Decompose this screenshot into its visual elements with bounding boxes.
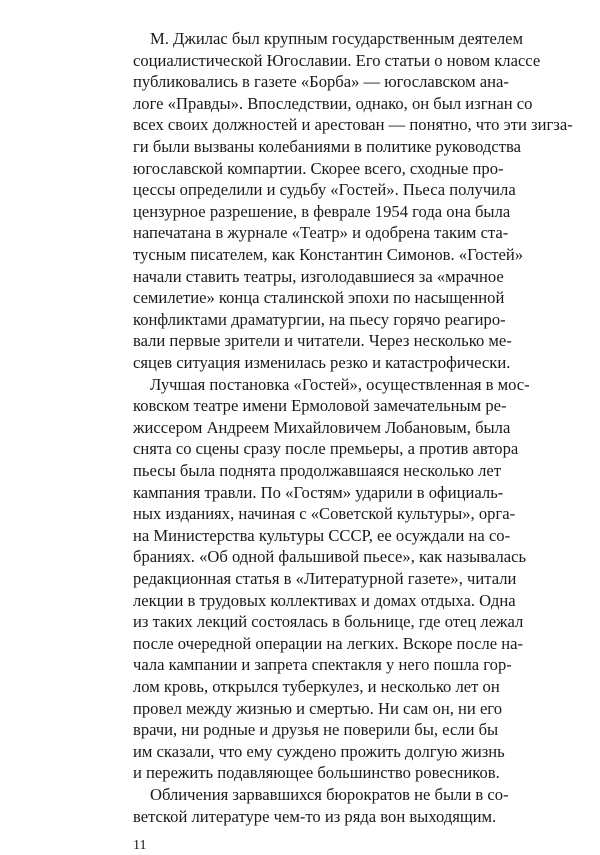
paragraph-1-line-10: напечатана в журнале «Театр» и одобрена таким ста-	[133, 223, 509, 243]
paragraph-3-line-2: ветской литературе чем-то из ряда вон выходящим.	[133, 806, 497, 826]
paragraph-2-line-13: после очередной операции на легких. Вскоре после на-	[133, 633, 524, 653]
paragraph-2-line-4: снята со сцены сразу после премьеры, а против автора	[133, 439, 519, 459]
paragraph-1-line-6: ги были вызваны колебаниями в политике руководства	[133, 137, 521, 156]
paragraph-2-line-17: врачи, ни родные и друзья не поверили бы, если бы	[133, 720, 499, 740]
paragraph-2-line-11: лекции в трудовых коллективах и домах отдыха. Одна	[133, 590, 516, 610]
paragraph-1-line-5: всех своих должностей и арестован — понятно, что эти зигза-	[133, 115, 573, 135]
paragraph-1-line-9: цензурное разрешение, в феврале 1954 года она была	[133, 201, 511, 221]
paragraph-1-line-15: вали первые зрители и читатели. Через несколько ме-	[133, 331, 512, 351]
paragraph-2-line-10: редакционная статья в «Литературной газете», читали	[133, 569, 517, 588]
paragraph-2-line-12: из таких лекций состоялась в больнице, где отец лежал	[133, 612, 524, 632]
paragraph-1-line-1: М. Джилас был крупным государственным деятелем	[150, 29, 523, 48]
paragraph-2-line-19: и пережить подавляющее большинство ровесников.	[133, 763, 500, 783]
paragraph-2-line-15: лом кровь, открылся туберкулез, и несколько лет он	[133, 677, 500, 696]
paragraph-1-line-16: сяцев ситуация изменилась резко и катастрофически.	[133, 353, 511, 372]
paragraph-2-line-9: браниях. «Об одной фальшивой пьесе», как называлась	[133, 547, 527, 567]
paragraph-2-line-2: ковском театре имени Ермоловой замечательным ре-	[133, 396, 507, 416]
paragraph-1-line-8: цессы определили и судьбу «Гостей». Пьеса получила	[133, 180, 516, 200]
paragraph-2-line-3: жиссером Андреем Михайловичем Лобановым, была	[133, 417, 511, 437]
page-number: 11	[133, 838, 147, 854]
paragraph-1-line-2: социалистической Югославии. Его статьи о новом классе	[133, 50, 541, 70]
paragraph-2-line-18: им сказали, что ему суждено прожить долгую жизнь	[133, 741, 505, 761]
paragraph-2-line-14: чала кампании и запрета спектакля у него пошла гор-	[133, 655, 512, 675]
paragraph-1-line-3: публиковались в газете «Борба» — югославском ана-	[133, 72, 509, 92]
paragraph-2-line-6: кампания травли. По «Гостям» ударили в официаль-	[133, 482, 504, 502]
paragraph-3-line-1: Обличения зарвавшихся бюрократов не были в со-	[150, 785, 509, 804]
paragraph-1-line-11: тусным писателем, как Константин Симонов. «Гостей»	[133, 245, 524, 264]
paragraph-1-line-13: семилетие» конца сталинской эпохи по насыщенной	[133, 288, 505, 308]
paragraph-1-line-4: логе «Правды». Впоследствии, однако, он был изгнан со	[133, 93, 533, 113]
paragraph-1-line-14: конфликтами драматургии, на пьесу горячо реагиро-	[133, 309, 506, 329]
paragraph-1-line-12: начали ставить театры, изголодавшиеся за «мрачное	[133, 266, 504, 286]
paragraph-2-line-1: Лучшая постановка «Гостей», осуществленная в мос-	[150, 374, 530, 394]
paragraph-2-line-7: ных изданиях, начиная с «Советской культуры», орга-	[133, 504, 516, 524]
paragraph-2-line-8: на Министерства культуры СССР, ее осуждали на со-	[133, 525, 511, 545]
paragraph-2-line-16: провел между жизнью и смертью. Ни сам он, ни его	[133, 698, 503, 718]
paragraph-1-line-7: югославской компартии. Скорее всего, сходные про-	[133, 158, 504, 178]
paragraph-2-line-5: пьесы была поднята продолжавшаяся несколько лет	[133, 461, 502, 480]
